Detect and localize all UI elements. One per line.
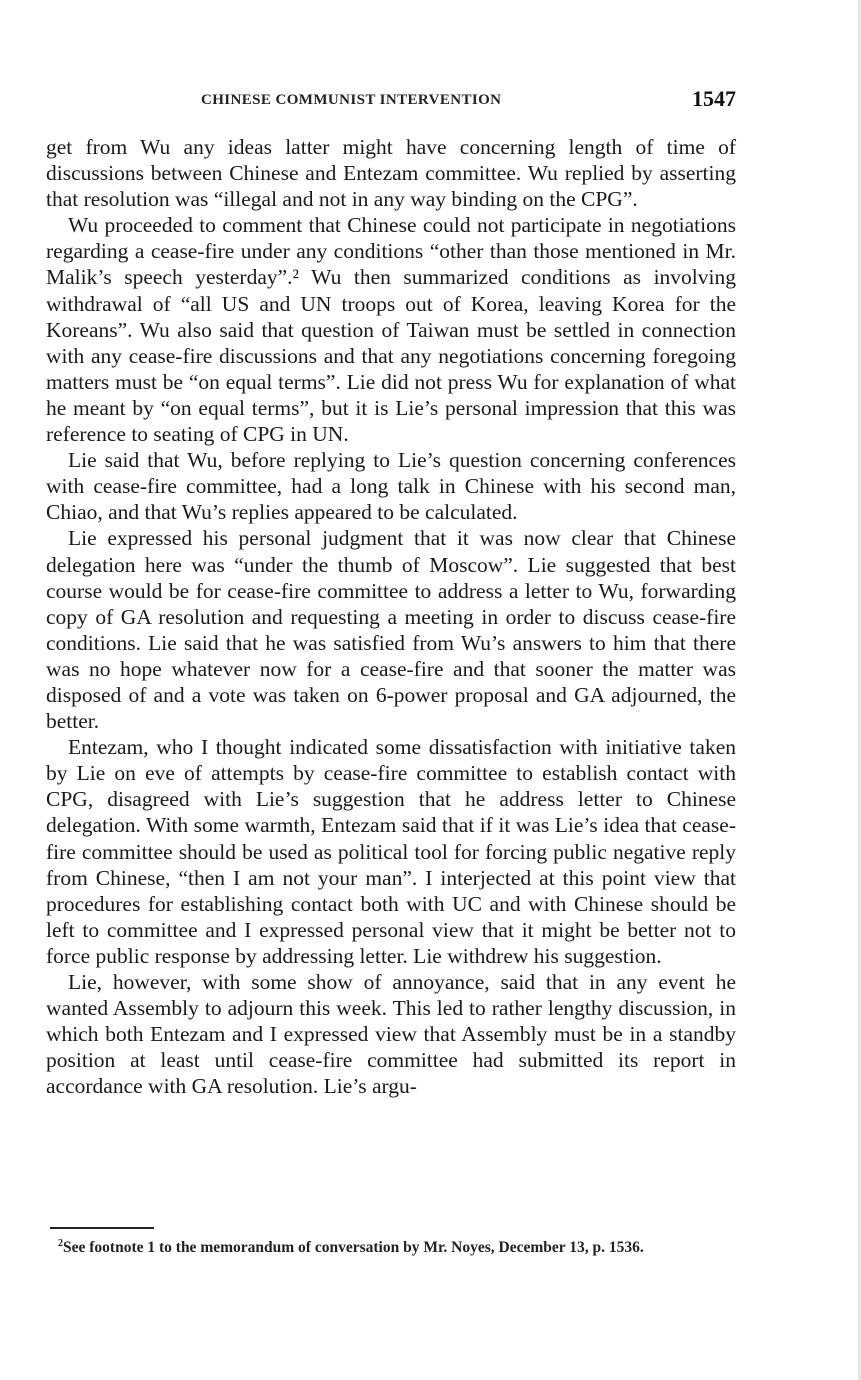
paragraph-6: Lie, however, with some show of annoyance, said that in any event he wanted Assembly to adjourn this week. This led to rather lengthy discussion, in which both Entezam and I expressed view that Assembly must be in a standby position at least until cease-fire committee had submitted its report in accordance with GA resolution. Lie’s argu-	[46, 970, 736, 1099]
footnote	[46, 1239, 736, 1257]
body-text	[46, 134, 736, 1099]
page-number: 1547	[692, 86, 736, 111]
paragraph-4: Lie expressed his personal judgment that it was now clear that Chinese delegation here was “under the thumb of Moscow”. Lie suggested that best course would be for cease-fire committee to address a letter to Wu, forwarding copy of GA resolution and requesting a meeting in order to discuss cease-fire conditions. Lie said that he was satisfied from Wu’s answers to him that there was no hope whatever now for a cease-fire and that sooner the matter was disposed of and a vote was taken on 6-power proposal and GA adjourned, the better.	[46, 526, 736, 734]
paragraph-1: get from Wu any ideas latter might have concerning length of time of discussions between Chinese and Entezam committee. Wu replied by asserting that resolution was “illegal and not in any way binding on the CPG”.	[46, 135, 736, 212]
footnote-text: See footnote 1 to the memorandum of conversation by Mr. Noyes, December 13, p. 1536.	[63, 1239, 644, 1256]
running-title: CHINESE COMMUNIST INTERVENTION	[201, 92, 502, 108]
footnote-rule	[50, 1227, 154, 1229]
paragraph-5: Entezam, who I thought indicated some dissatisfaction with initiative taken by Lie on eve of attempts by cease-fire committee to establish contact with CPG, disagreed with Lie’s suggestion that he address letter to Chinese delegation. With some warmth, Entezam said that if it was Lie’s idea that cease-fire committee should be used as political tool for forcing public negative reply from Chinese, “then I am not your man”. I interjected at this point view that procedures for establishing contact both with UC and with Chinese should be left to committee and I expressed personal view that it might be better not to force public response by addressing letter. Lie withdrew his suggestion.	[46, 735, 736, 968]
paragraph-3: Lie said that Wu, before replying to Lie’s question concerning conferences with cease-fire committee, had a long talk in Chinese with his second man, Chiao, and that Wu’s replies appeared to be calculated.	[46, 448, 736, 525]
paragraph-2: Wu proceeded to comment that Chinese could not participate in negotiations regarding a cease-fire under any conditions “other than those mentioned in Mr. Malik’s speech yesterday”.² Wu then summarized conditions as involving withdrawal of “all US and UN troops out of Korea, leaving Korea for the Koreans”. Wu also said that question of Taiwan must be settled in connection with any cease-fire discussions and that any negotiations concerning foregoing matters must be “on equal terms”. Lie did not press Wu for explanation of what he meant by “on equal terms”, but it is Lie’s personal impression that this was reference to seating of CPG in UN.	[46, 213, 736, 447]
running-head	[46, 86, 736, 118]
footnote-marker: 2	[58, 1237, 63, 1249]
